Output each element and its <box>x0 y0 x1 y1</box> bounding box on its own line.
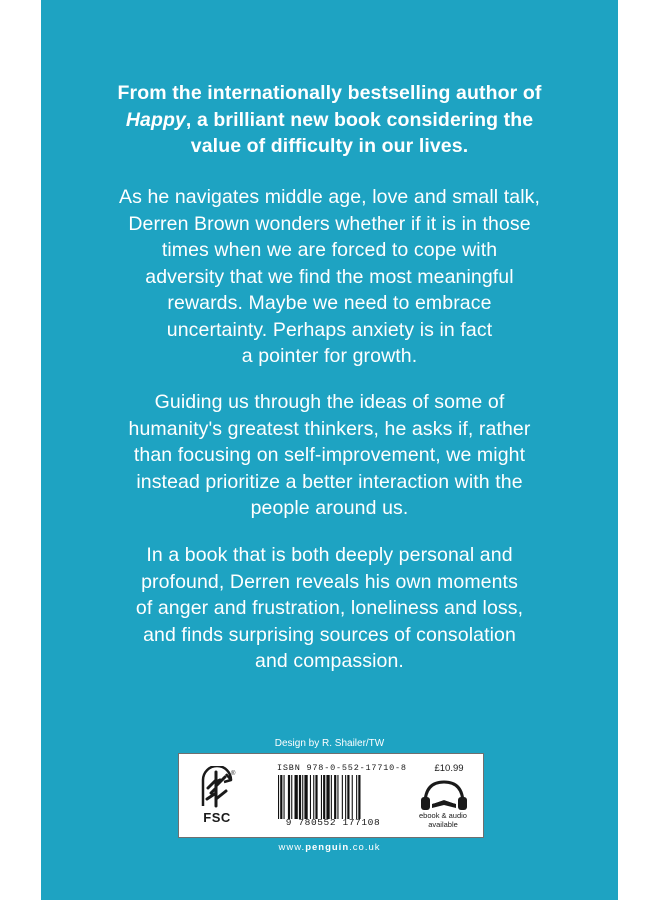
audiobook-headphones-icon <box>417 778 471 812</box>
paragraph-line: As he navigates middle age, love and small talk, <box>118 186 541 208</box>
price: £10.99 <box>434 763 464 774</box>
barcode-bars <box>277 775 389 819</box>
barcode-bar <box>315 775 317 819</box>
blurb-paragraph-3 <box>41 542 618 675</box>
paragraph-line: and finds surprising sources of consolation <box>143 623 516 646</box>
paragraph-line: of anger and frustration, loneliness and loss, <box>135 597 524 619</box>
barcode-bar <box>326 775 329 819</box>
barcode-bar <box>331 775 332 819</box>
paragraph-line: uncertainty. Perhaps anxiety is in fact <box>166 318 493 341</box>
lead-line <box>41 107 618 134</box>
lead-line-rest: , a brilliant new book considering the <box>185 108 534 131</box>
barcode-bar <box>313 775 314 819</box>
barcode-bar <box>288 775 290 819</box>
ebook-audio-availability <box>411 811 475 829</box>
barcode-bar <box>310 775 311 819</box>
paragraph-line: than focusing on self-improvement, we might <box>133 444 526 466</box>
paragraph-line: Derren Brown wonders whether if it is in those <box>128 212 531 235</box>
barcode-bar <box>284 775 285 819</box>
paragraph-line: In a book that is both deeply personal and <box>146 544 513 566</box>
barcode-bar <box>347 775 349 819</box>
barcode-bar <box>280 775 282 819</box>
barcode-bar <box>337 775 338 819</box>
paragraph-line: profound, Derren reveals his own moments <box>141 570 518 593</box>
paragraph-line: a pointer for growth. <box>241 345 418 367</box>
design-credit: Design by R. Shailer/TW <box>274 738 385 749</box>
barcode <box>277 775 389 819</box>
availability-line: available <box>428 820 458 829</box>
barcode-bar <box>356 775 357 819</box>
publisher-url[interactable] <box>41 842 618 853</box>
url-prefix: www. <box>278 842 306 853</box>
blurb-lead <box>41 80 618 160</box>
barcode-number: 9 780552 177108 <box>285 817 381 828</box>
barcode-bar <box>295 775 298 819</box>
barcode-bar <box>334 775 336 819</box>
book-title-happy: Happy <box>125 108 186 131</box>
paragraph-line: Guiding us through the ideas of some of <box>154 391 505 413</box>
paragraph-line: adversity that we find the most meaningful <box>145 265 514 288</box>
barcode-panel <box>178 753 484 838</box>
fsc-label: FSC <box>203 810 231 825</box>
isbn-text: ISBN 978-0-552-17710-8 <box>277 763 407 773</box>
registered-mark: ® <box>231 771 236 777</box>
paragraph-line: people around us. <box>250 497 409 519</box>
barcode-bar <box>345 775 346 819</box>
barcode-bar <box>278 775 279 819</box>
fsc-tree-icon <box>195 766 239 810</box>
barcode-bar <box>321 775 322 819</box>
paragraph-line: rewards. Maybe we need to embrace <box>167 292 492 314</box>
paragraph-line: instead prioritize a better interaction with the <box>136 470 523 493</box>
url-suffix: .co.uk <box>349 842 381 853</box>
barcode-bar <box>323 775 325 819</box>
fsc-logo <box>195 766 239 826</box>
paragraph-line: humanity's greatest thinkers, he asks if, rather <box>128 417 531 440</box>
paragraph-line: times when we are forced to cope with <box>161 239 498 261</box>
paragraph-line: and compassion. <box>255 650 404 672</box>
barcode-bar <box>352 775 353 819</box>
lead-line: From the internationally bestselling author of <box>117 82 542 104</box>
availability-line: ebook & audio <box>419 811 467 820</box>
penguin-brand: penguin <box>305 842 350 853</box>
barcode-bar <box>342 775 343 819</box>
barcode-bar <box>304 775 307 819</box>
barcode-bar <box>302 775 303 819</box>
barcode-bar <box>291 775 292 819</box>
barcode-bar <box>299 775 301 819</box>
back-cover <box>41 0 618 900</box>
blurb-paragraph-2 <box>41 389 618 522</box>
lead-line: value of difficulty in our lives. <box>190 135 469 157</box>
blurb-paragraph-1 <box>41 184 618 370</box>
barcode-bar <box>358 775 360 819</box>
